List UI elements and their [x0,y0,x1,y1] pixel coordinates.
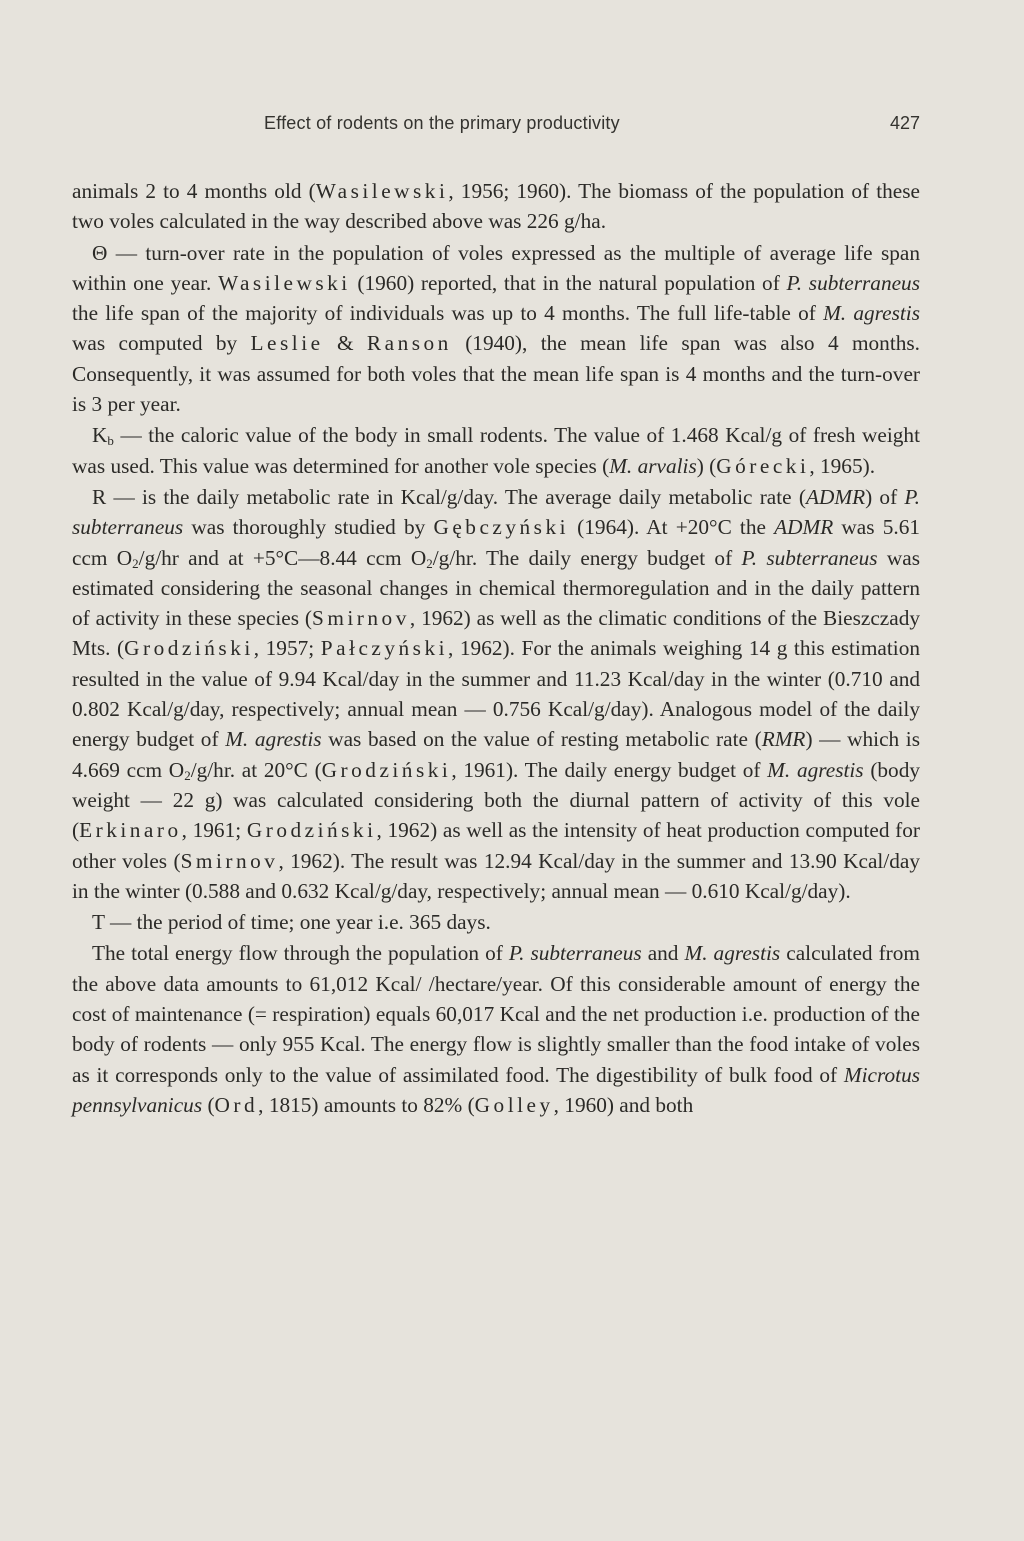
text-run: and [641,941,685,966]
species-name: M. agrestis [823,301,921,326]
text-run: was 5.61 ccm O [72,515,920,570]
species-name: Microtus pennsylvanicus [72,1062,920,1117]
subscript: 2 [184,767,191,783]
text-run: the life span of the majority of individuals was up to 4 months. The full life-table of [72,301,824,326]
text-run: , 1956; 1960). The biomass of the population of these two voles calculated in the way described above was 226 g/ha. [72,179,920,234]
text-run: , 1962). The result was 12.94 Kcal/day in the summer and 13.90 Kcal/day in the winter (0.588 and 0.632 Kcal/g/day, respectively; annual mean — 0.610 Kcal/g/day). [72,848,920,903]
author-name: Wasilewski [218,270,351,295]
abbreviation: ADMR [774,515,834,540]
subscript: 2 [426,555,433,571]
running-title: Effect of rodents on the primary productivity [264,113,620,133]
author-name: Gębczyński [433,515,570,540]
text-run: was computed by [72,331,251,356]
author-name: Grodziński [246,818,377,843]
paragraph-5 [72,907,920,937]
species-name: P. subterraneus [786,270,920,295]
species-name: M. agrestis [684,941,781,966]
text-run: was thoroughly studied by [183,515,434,540]
author-name: Ord [214,1092,259,1117]
author-name: Pałczyński [320,636,449,661]
paragraph-3 [72,420,920,481]
paragraph-1 [72,176,920,237]
text-run: — the caloric value of the body in small rodents. The value of 1.468 Kcal/g of fresh weight was used. This value was determined for another vole species ( [72,423,920,478]
text-run: ) — which is 4.669 ccm O [72,727,921,782]
text-run: was estimated considering the seasonal changes in chemical thermoregulation and in the daily pattern of activity in these species ( [72,545,920,631]
running-header [72,113,922,143]
text-run: , 1962) as well as the intensity of heat production computed for other voles ( [72,818,920,873]
text-run: , 1815) amounts to 82% ( [258,1092,475,1117]
text-run: The total energy flow through the population of [92,941,509,966]
author-name: Erkinaro [79,818,182,843]
text-run: was based on the value of resting metabolic rate ( [321,727,762,752]
author-name: Grodziński [124,636,254,661]
species-name: P. subterraneus [508,941,642,966]
author-name: Wasilewski [315,179,449,203]
text-run: R — is the daily metabolic rate in Kcal/g/day. The average daily metabolic rate ( [92,484,806,509]
text-run: /g/hr. at 20°C ( [190,757,322,782]
subscript: b [107,433,114,449]
text-run: , 1962) as well as the climatic conditions of the Bieszczady Mts. ( [72,606,920,661]
text-run: ) ( [696,453,717,478]
text-run: animals 2 to 4 months old ( [72,179,316,203]
text-run: Θ — turn-over rate in the population of voles expressed as the multiple of average life span within one year. [72,240,920,295]
species-name: M. agrestis [767,757,864,782]
text-run: , 1957; [253,636,321,661]
author-name: Ranson [366,331,452,356]
body-text [72,176,920,1120]
author-name: Golley [474,1092,554,1117]
text-run: ) of [865,484,905,509]
page-number: 427 [889,113,920,133]
author-name: Górecki [716,453,810,478]
abbreviation: ADMR [805,484,866,509]
text-run: /g/hr. The daily energy budget of [432,545,742,570]
text-run: & [323,331,367,356]
text-run: , 1961; [181,818,247,843]
text-run: , 1965). [809,453,876,478]
text-run: T — the period of time; one year i.e. 365 days. [92,910,491,935]
text-run: (1940), the mean life span was also 4 months. Consequently, it was assumed for both voles that the mean life span is 4 months and the turn-over is 3 per year. [72,331,921,417]
paragraph-4 [72,482,920,906]
text-run: ( [202,1092,215,1117]
species-name: P. subterraneus [72,484,920,540]
species-name: M. agrestis [225,727,322,752]
text-run: K [92,423,108,448]
subscript: 2 [132,555,139,571]
paragraph-6 [72,938,920,1120]
species-name: P. subterraneus [741,545,878,570]
text-run: (1964). At +20°C the [569,515,775,540]
paragraph-2 [72,238,920,420]
author-name: Smirnov [311,606,410,631]
author-name: Smirnov [180,848,279,873]
text-run: , 1961). The daily energy budget of [451,757,768,782]
abbreviation: RMR [761,727,806,752]
text-run: , 1962). For the animals weighing 14 g this estimation resulted in the value of 9.94 Kcal/day in the summer and 11.23 Kcal/day in the winter (0.710 and 0.802 Kcal/g/day, respectively; annual mean — 0.756 Kcal/g/day). Analogous model of the daily energy budget of [72,636,920,752]
text-run: (1960) reported, that in the natural population of [350,270,787,295]
text-run: /g/hr and at +5°C—8.44 ccm O [138,545,427,570]
species-name: M. arvalis [609,453,697,478]
text-run: calculated from the above data amounts to 61,012 Kcal/ /hectare/year. Of this considerable amount of energy the cost of maintenance (= respiration) equals 60,017 Kcal and the net production i.e. production of the body of rodents — only 955 Kcal. The energy flow is slightly smaller than the food intake of voles as it corresponds only to the value of assimilated food. The digestibility of bulk food of [72,941,920,1087]
text-run: (body weight — 22 g) was calculated considering both the diurnal pattern of activity of this vole ( [72,757,921,843]
text-run: , 1960) and both [553,1092,694,1117]
author-name: Leslie [250,331,324,356]
author-name: Grodziński [321,757,452,782]
